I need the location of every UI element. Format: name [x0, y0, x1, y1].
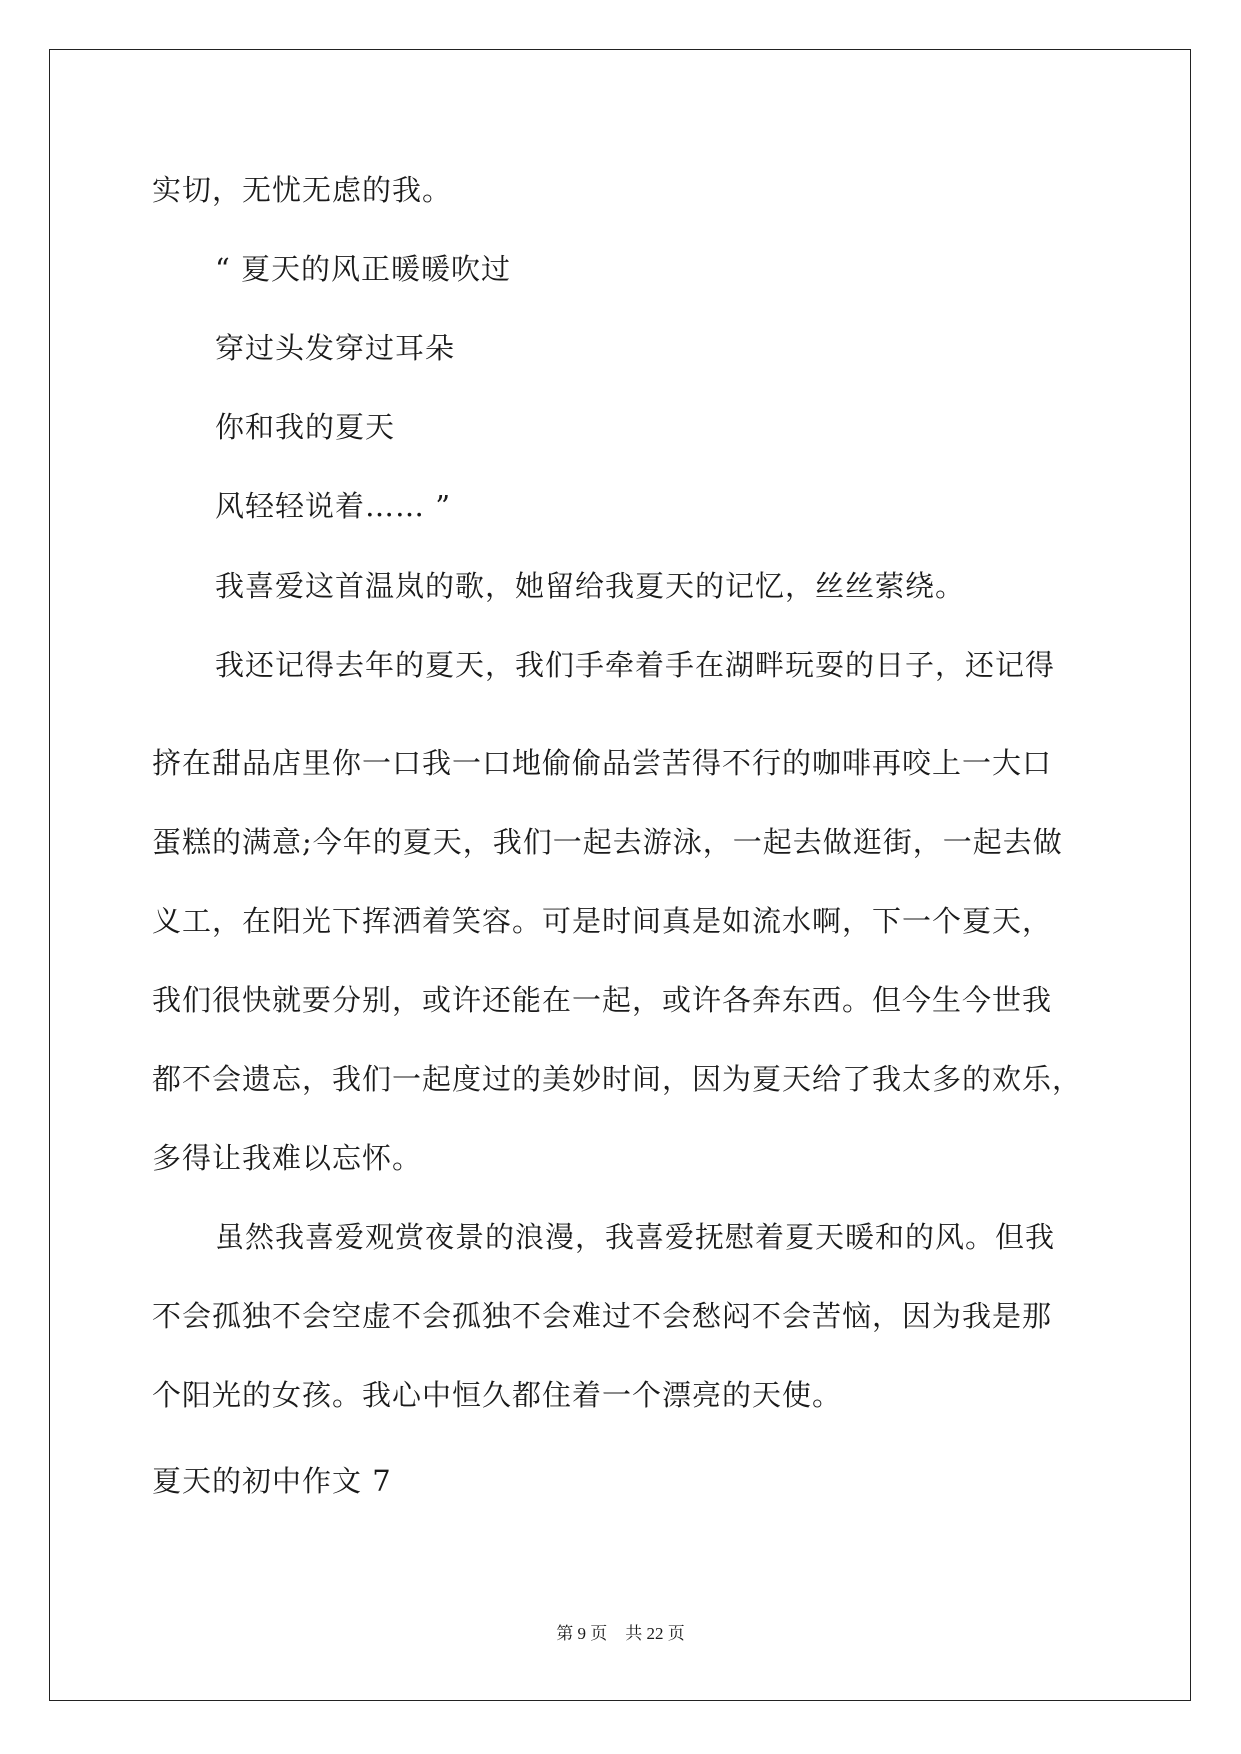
- paragraph-line: 我喜爱这首温岚的歌，她留给我夏天的记忆，丝丝萦绕。: [215, 569, 966, 603]
- paragraph-line: 我们很快就要分别，或许还能在一起，或许各奔东西。但今生今世我: [152, 983, 1053, 1017]
- page-border: [49, 49, 1191, 1701]
- lyric-line-2: 穿过头发穿过耳朵: [215, 331, 456, 365]
- paragraph-line: 都不会遗忘，我们一起度过的美妙时间，因为夏天给了我太多的欢乐，: [152, 1062, 1083, 1096]
- page-number: 第 9 页: [556, 1624, 608, 1643]
- page-footer: [0, 1622, 1241, 1646]
- paragraph-line: 挤在甜品店里你一口我一口地偷偷品尝苦得不行的咖啡再咬上一大口: [152, 746, 1053, 780]
- text-line-1: 实切，无忧无虑的我。: [152, 173, 453, 207]
- page-total: 共 22 页: [625, 1624, 685, 1643]
- lyric-line-3: 你和我的夏天: [215, 410, 396, 444]
- paragraph-line: 不会孤独不会空虚不会孤独不会难过不会愁闷不会苦恼，因为我是那: [152, 1299, 1053, 1333]
- paragraph-line: 多得让我难以忘怀。: [152, 1141, 423, 1175]
- paragraph-line: 虽然我喜爱观赏夜景的浪漫，我喜爱抚慰着夏天暖和的风。但我: [215, 1220, 1056, 1254]
- lyric-line-1: “ 夏天的风正暖暖吹过: [215, 252, 512, 286]
- lyric-line-4: 风轻轻说着…… ”: [215, 489, 452, 523]
- paragraph-line: 蛋糕的满意;今年的夏天，我们一起去游泳，一起去做逛街，一起去做: [152, 825, 1063, 859]
- section-heading: 夏天的初中作文 7: [152, 1464, 392, 1498]
- paragraph-line: 义工，在阳光下挥洒着笑容。可是时间真是如流水啊，下一个夏天，: [152, 904, 1053, 938]
- paragraph-line: 我还记得去年的夏天，我们手牵着手在湖畔玩耍的日子，还记得: [215, 648, 1056, 682]
- paragraph-line: 个阳光的女孩。我心中恒久都住着一个漂亮的天使。: [152, 1378, 843, 1412]
